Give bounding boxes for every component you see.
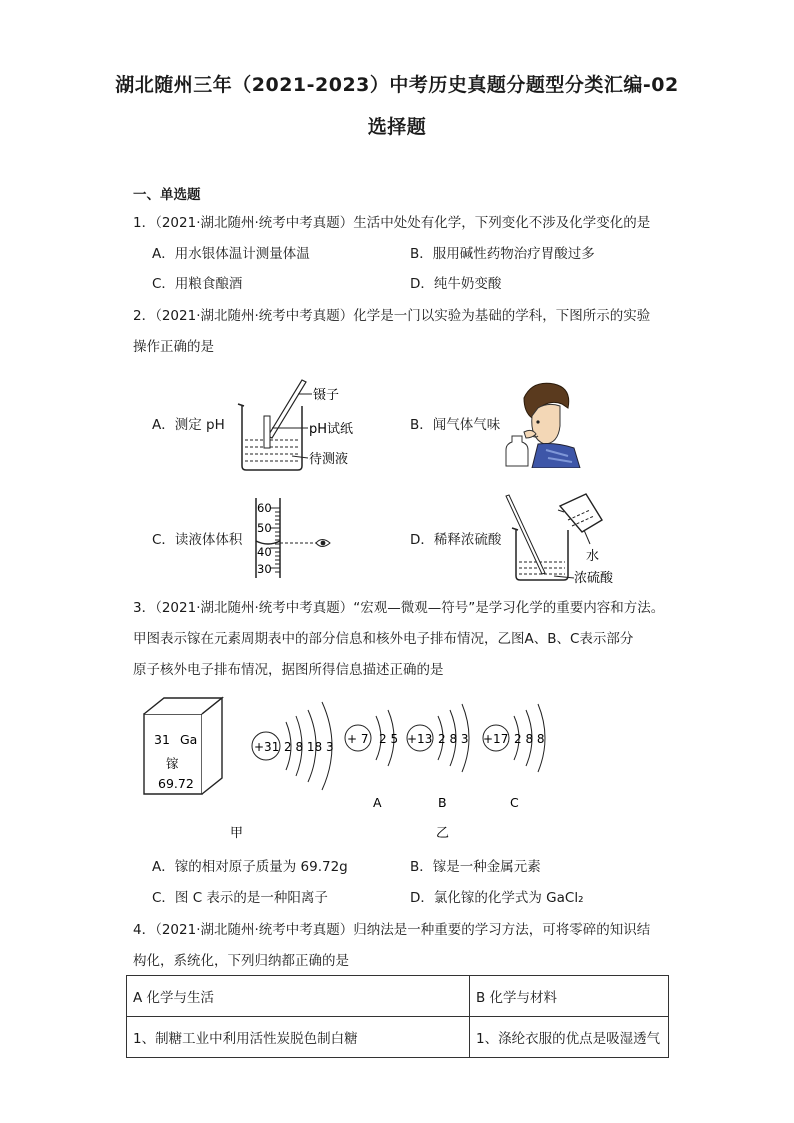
tick-40: 40 [257, 545, 272, 559]
q1-option-d: D．纯牛奶变酸 [410, 276, 502, 292]
atom-b [407, 704, 469, 810]
label-tweezers: 镊子 [313, 388, 340, 403]
q2-stem-line1: 2．（2021·湖北随州·统考中考真题）化学是一门以实验为基础的学科，下图所示的实验 [133, 308, 651, 324]
tick-60: 60 [257, 501, 272, 515]
table-row [127, 976, 669, 1017]
q2-option-c: C．读液体体积 [152, 532, 243, 548]
q3-stem-line2: 甲图表示镓在元素周期表中的部分信息和核外电子排布情况，乙图A、B、C表示部分 [133, 631, 634, 647]
atom-b-nucleus: +13 [407, 732, 433, 746]
fig-label-jia: 甲 [230, 826, 244, 841]
q3-option-a: A．镓的相对原子质量为 69.72g [152, 859, 348, 875]
tick-30: 30 [257, 562, 272, 576]
smell-gas-figure [502, 378, 584, 468]
q1-option-b: B．服用碱性药物治疗胃酸过多 [410, 246, 595, 262]
atom-b-shells: 2 8 3 [438, 732, 469, 746]
fig-label-yi: 乙 [436, 826, 450, 841]
table-cell: 1、制糖工业中利用活性炭脱色制白糖 [127, 1017, 470, 1058]
atom-c [483, 704, 545, 810]
tick-50: 50 [257, 521, 272, 535]
q3-stem-line3: 原子核外电子排布情况，据图所得信息描述正确的是 [133, 662, 444, 678]
atom-c-shells: 2 8 8 [514, 732, 545, 746]
table-row [127, 1017, 669, 1058]
section-heading: 一、单选题 [133, 187, 201, 203]
atom-ga-nucleus: +31 [254, 740, 280, 754]
q4-stem-line2: 构化，系统化，下列归纳都正确的是 [133, 953, 349, 969]
label-ph-paper: pH试纸 [309, 422, 354, 437]
element-symbol: Ga [180, 732, 198, 747]
q1-option-c: C．用粮食酿酒 [152, 276, 243, 292]
element-mass: 69.72 [158, 776, 194, 791]
q3-option-b: B．镓是一种金属元素 [410, 859, 541, 875]
q4-stem-line1: 4．（2021·湖北随州·统考中考真题）归纳法是一种重要的学习方法，可将零碎的知识结 [133, 922, 651, 938]
atom-c-label: C [510, 795, 519, 810]
page-title-line1: 湖北随州三年（2021-2023）中考历史真题分题型分类汇编-02 [115, 74, 679, 96]
dilute-acid-figure [502, 490, 632, 586]
table-cell: A 化学与生活 [127, 976, 470, 1017]
label-conc-acid: 浓硫酸 [574, 571, 614, 586]
atom-ga-shells: 2 8 18 3 [284, 740, 334, 754]
table-cell: 1、涤纶衣服的优点是吸湿透气 [470, 1017, 669, 1058]
ph-test-figure [232, 376, 362, 474]
read-volume-figure [246, 496, 346, 580]
q4-table [126, 975, 669, 1058]
element-cell-ga [144, 698, 222, 794]
atom-b-label: B [438, 795, 447, 810]
q3-stem-line1: 3．（2021·湖北随州·统考中考真题）“宏观—微观—符号”是学习化学的重要内容和方法。 [133, 600, 665, 616]
element-number: 31 [154, 732, 170, 747]
q1-stem: 1．（2021·湖北随州·统考中考真题）生活中处处有化学，下列变化不涉及化学变化的是 [133, 215, 651, 231]
q3-option-d: D．氯化镓的化学式为 GaCl₂ [410, 890, 584, 906]
q2-option-d: D．稀释浓硫酸 [410, 532, 502, 548]
atom-a-shells: 2 5 [379, 732, 399, 746]
q1-option-a: A．用水银体温计测量体温 [152, 246, 310, 262]
table-cell: B 化学与材料 [470, 976, 669, 1017]
q2-stem-line2: 操作正确的是 [133, 339, 214, 355]
page-title-line2: 选择题 [367, 116, 427, 138]
atom-a-label: A [373, 795, 382, 810]
atom-a-nucleus: + 7 [347, 732, 369, 746]
atom-structure-figure [140, 694, 620, 844]
atom-c-nucleus: +17 [483, 732, 509, 746]
atom-ga [252, 702, 334, 790]
q2-option-b: B．闻气体气味 [410, 417, 501, 433]
label-test-liquid: 待测液 [309, 452, 349, 467]
atom-a [345, 710, 398, 810]
element-name: 镓 [166, 756, 179, 771]
q2-option-a: A．测定 pH [152, 417, 225, 433]
label-water: 水 [586, 549, 600, 564]
q3-option-c: C．图 C 表示的是一种阳离子 [152, 890, 328, 906]
